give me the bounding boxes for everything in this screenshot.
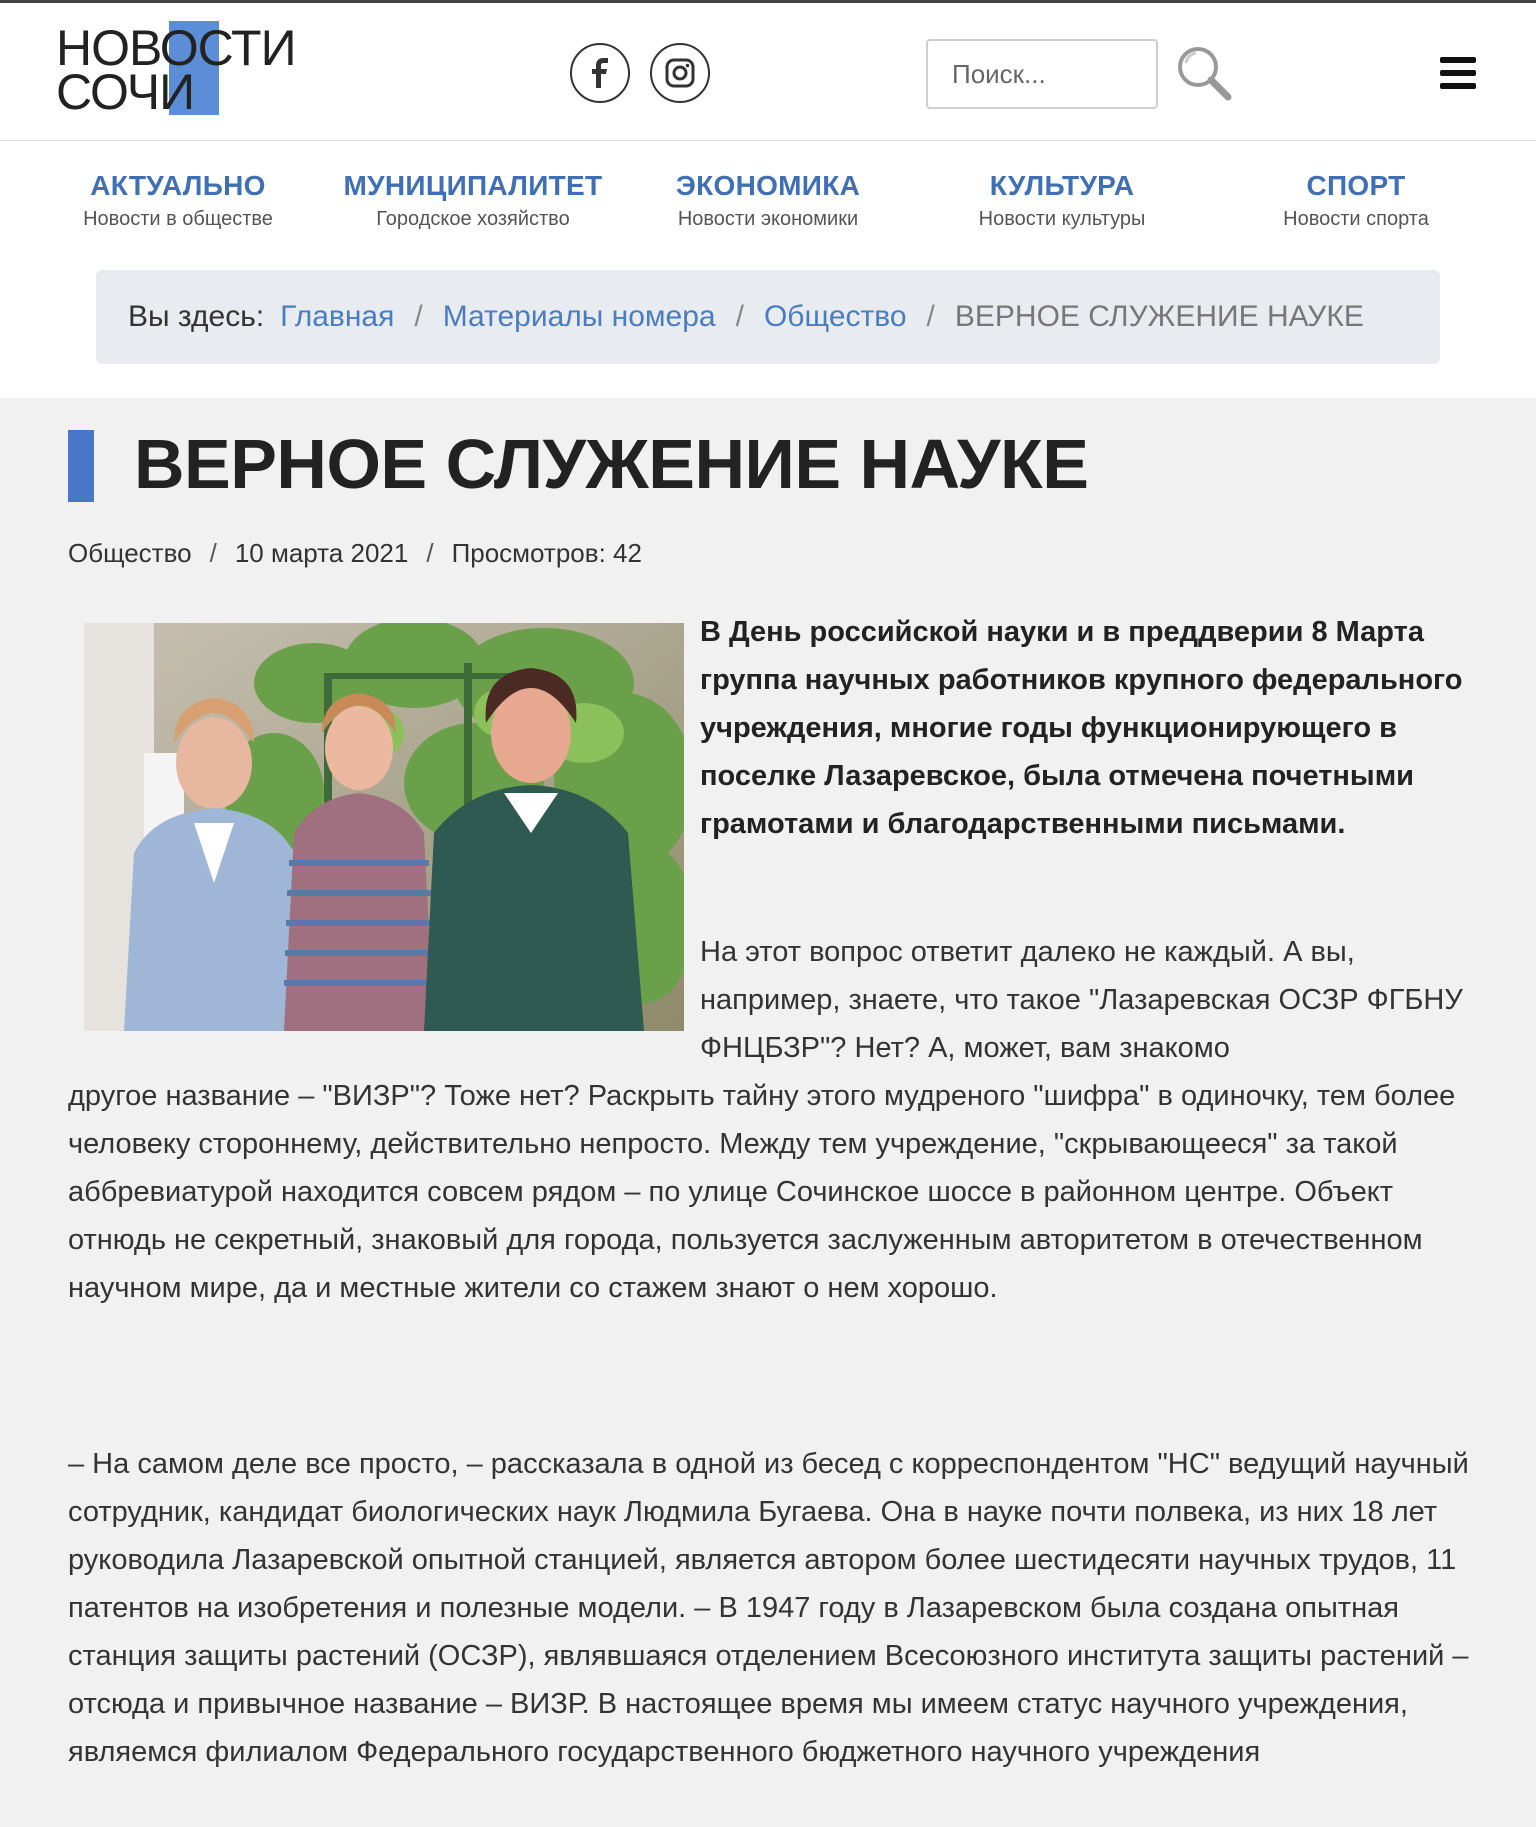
search-icon [1174, 43, 1234, 103]
article-category[interactable]: Общество [68, 538, 192, 568]
breadcrumb-separator: / [414, 300, 423, 333]
nav-item-ekonomika[interactable] [638, 170, 898, 231]
main-nav [0, 142, 1536, 242]
meta-separator: / [426, 538, 434, 568]
article-lead: В День российской науки и в преддверии 8 Марта группа научных работников крупного федерального учреждения, многие годы функционирующего в поселке Лазаревское, была отмечена почетными грамотами и благодарственными письмами. [700, 616, 1463, 840]
hamburger-menu-icon[interactable] [1440, 57, 1476, 89]
nav-item-subtitle: Новости в обществе [83, 208, 273, 230]
nav-item-title: АКТУАЛЬНО [90, 170, 266, 201]
title-accent-bar [68, 430, 94, 502]
nav-item-title: МУНИЦИПАЛИТЕТ [343, 170, 603, 201]
breadcrumb [96, 270, 1440, 364]
nav-item-subtitle: Новости культуры [978, 208, 1146, 230]
article-photo[interactable] [84, 623, 684, 1031]
nav-item-title: СПОРТ [1306, 170, 1406, 201]
breadcrumb-issue-link[interactable]: Материалы номера [442, 300, 716, 333]
nav-item-kultura[interactable] [932, 170, 1192, 231]
logo-line2: СОЧИ [56, 64, 195, 120]
nav-item-title: ЭКОНОМИКА [675, 170, 861, 201]
instagram-icon [665, 58, 695, 88]
nav-item-subtitle: Новости экономики [677, 208, 859, 230]
breadcrumb-separator: / [926, 300, 935, 333]
facebook-icon [587, 58, 613, 88]
article [0, 398, 1536, 1827]
article-photo-illustration [84, 623, 684, 1031]
nav-item-aktualno[interactable] [48, 170, 308, 231]
article-date: 10 марта 2021 [234, 538, 409, 568]
nav-item-sport[interactable] [1226, 170, 1486, 231]
nav-item-subtitle: Новости спорта [1283, 208, 1429, 230]
nav-item-title: КУЛЬТУРА [989, 170, 1135, 201]
article-title: ВЕРНОЕ СЛУЖЕНИЕ НАУКЕ [134, 425, 1089, 503]
search-button[interactable] [1174, 43, 1234, 103]
breadcrumb-separator: / [735, 300, 744, 333]
nav-item-municipalitet[interactable] [343, 170, 603, 231]
breadcrumb-society-link[interactable]: Общество [763, 300, 907, 333]
meta-separator: / [209, 538, 217, 568]
breadcrumb-label: Вы здесь: [128, 300, 265, 333]
article-meta [68, 538, 642, 569]
facebook-button[interactable] [570, 43, 630, 103]
search-input[interactable] [926, 39, 1158, 109]
site-logo[interactable] [56, 20, 331, 120]
nav-item-subtitle: Городское хозяйство [376, 208, 570, 230]
instagram-button[interactable] [650, 43, 710, 103]
article-paragraph: – На самом деле все просто, – рассказала в одной из бесед с корреспондентом "НС" ведущий научный сотрудник, кандидат биологических наук Людмила Бугаева. Она в науке почти полвека, из них 18 лет руководила Лазаревской опытной станцией, является автором более шестидесяти научных трудов, 11 патентов на изобретения и полезные модели. – В 1947 году в Лазаревском была создана опытная станция защиты растений (ОСЗР), являвшаяся отделением Всесоюзного института защиты растений – отсюда и привычное название – ВИЗР. В настоящее время мы имеем статус научного учреждения, являемся филиалом Федерального государственного бюджетного научного учреждения [68, 1448, 1469, 1768]
logo-line1: НОВОСТИ [56, 20, 296, 76]
article-views: Просмотров: 42 [451, 538, 642, 568]
article-paragraph: другое название – "ВИЗР"? Тоже нет? Раскрыть тайну этого мудреного "шифра" в одиночку, тем более человеку стороннему, действительно непросто. Между тем учреждение, "скрывающееся" за такой аббревиатурой находится совсем рядом – по улице Сочинское шоссе в районном центре. Объект отнюдь не секретный, знаковый для города, пользуется заслуженным авторитетом в отечественном научном мире, да и местные жители со стажем знают о нем хорошо. [68, 1080, 1456, 1304]
breadcrumb-current: ВЕРНОЕ СЛУЖЕНИЕ НАУКЕ [954, 300, 1364, 333]
breadcrumb-home-link[interactable]: Главная [280, 300, 395, 333]
site-header [0, 3, 1536, 141]
article-paragraph: На этот вопрос ответит далеко не каждый. А вы, например, знаете, что такое "Лазаревская ОСЗР ФГБНУ ФНЦБЗР"? Нет? А, может, вам знакомо [700, 936, 1463, 1064]
